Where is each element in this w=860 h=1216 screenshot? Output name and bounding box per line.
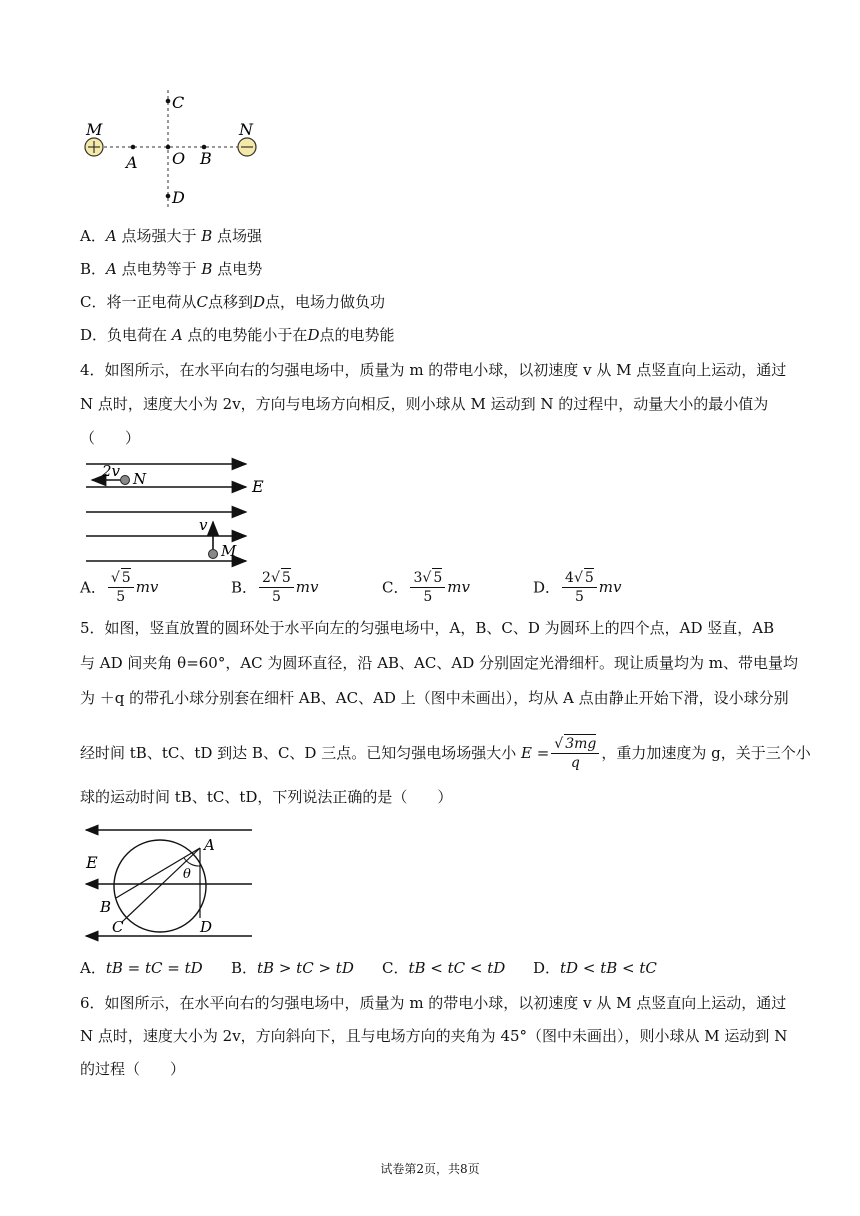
label-e: E: [252, 477, 264, 496]
label-e: E: [86, 853, 98, 872]
point-a: [131, 145, 136, 150]
label-a: A: [126, 153, 138, 172]
label-n: N: [239, 120, 253, 139]
q5-option-b: B．tB > tC > tD: [231, 959, 354, 977]
label-n: N: [133, 470, 147, 488]
label-m: M: [221, 542, 237, 560]
q5-option-a: A．tB = tC = tD: [80, 959, 203, 977]
figure-q4-field: [80, 452, 280, 572]
q6-line-3: 的过程（ ）: [80, 1060, 186, 1078]
q3-option-d: D．负电荷在 A 点的电势能小于在D点的电势能: [80, 326, 395, 344]
figure-charges: [80, 85, 280, 215]
label-c: C: [112, 918, 124, 936]
label-b: B: [100, 898, 112, 916]
ball-m: [209, 550, 218, 559]
point-c: [166, 99, 171, 104]
page-footer: 试卷第2页，共8页: [380, 1162, 480, 1176]
q5-line-3: 为 ＋q 的带孔小球分别套在细杆 AB、AC、AD 上（图中未画出），均从 A 点由静止开始下滑，设小球分别: [80, 689, 789, 707]
label-o: O: [172, 149, 186, 168]
q4-line-2: N 点时，速度大小为 2v，方向与电场方向相反，则小球从 M 运动到 N 的过程中，动量大小的最小值为: [80, 395, 769, 413]
q4-line-1: 4．如图所示，在水平向右的匀强电场中，质量为 m 的带电小球，以初速度 v 从 M 点竖直向上运动，通过: [80, 361, 787, 379]
q5-line-1: 5．如图，竖直放置的圆环处于水平向左的匀强电场中，A，B、C、D 为圆环上的四个点，AD 竖直，AB: [80, 619, 775, 637]
label-2v: 2v: [102, 462, 121, 480]
point-o: [166, 145, 171, 150]
label-c: C: [172, 93, 185, 112]
q6-line-1: 6．如图所示，在水平向右的匀强电场中，质量为 m 的带电小球，以初速度 v 从 M 点竖直向上运动，通过: [80, 994, 787, 1012]
figure-q5-ring: [80, 818, 260, 948]
label-m: M: [86, 120, 103, 139]
q6-line-2: N 点时，速度大小为 2v，方向斜向下，且与电场方向的夹角为 45°（图中未画出），则小球从 M 运动到 N: [80, 1027, 788, 1045]
q5-option-d: D．tD < tB < tC: [533, 959, 657, 977]
ball-n: [121, 476, 130, 485]
rod-ac: [122, 848, 200, 922]
label-d: D: [172, 188, 185, 207]
q4-option-a: A． $\frac{√ 5}{5}$ mv: [80, 570, 159, 605]
q5-line-5: 球的运动时间 tB、tC、tD，下列说法正确的是（ ）: [80, 788, 453, 806]
q4-option-b: B． $\frac{2√ 5}{5}$ mv: [231, 570, 319, 605]
label-d: D: [200, 918, 213, 936]
label-v: v: [199, 516, 208, 534]
point-d: [166, 194, 171, 199]
q4-option-d: D． $\frac{4√ 5}{5}$ mv: [533, 570, 622, 605]
q5-option-c: C．tB < tC < tD: [382, 959, 506, 977]
q3-option-c: C．将一正电荷从C点移到D点，电场力做负功: [80, 293, 386, 311]
q5-line-2: 与 AD 间夹角 θ=60°，AC 为圆环直径，沿 AB、AC、AD 分别固定光滑细杆。现让质量均为 m、带电量均: [80, 654, 798, 672]
q5-line-4: 经时间 tB、tC、tD 到达 B、C、D 三点。已知匀强电场场强大小 E = $\frac{√ 3mg}{q}$ ，重力加速度为 g，关于三个小: [80, 736, 811, 771]
q4-option-c: C． $\frac{3√ 5}{5}$ mv: [382, 570, 470, 605]
q3-option-a: A．A 点场强大于 B 点场强: [80, 227, 263, 245]
q4-line-3: （ ）: [80, 429, 141, 447]
label-a: A: [204, 836, 215, 854]
label-theta: θ: [183, 867, 191, 882]
q3-option-b: B．A 点电势等于 B 点电势: [80, 260, 263, 278]
label-b: B: [200, 149, 212, 168]
